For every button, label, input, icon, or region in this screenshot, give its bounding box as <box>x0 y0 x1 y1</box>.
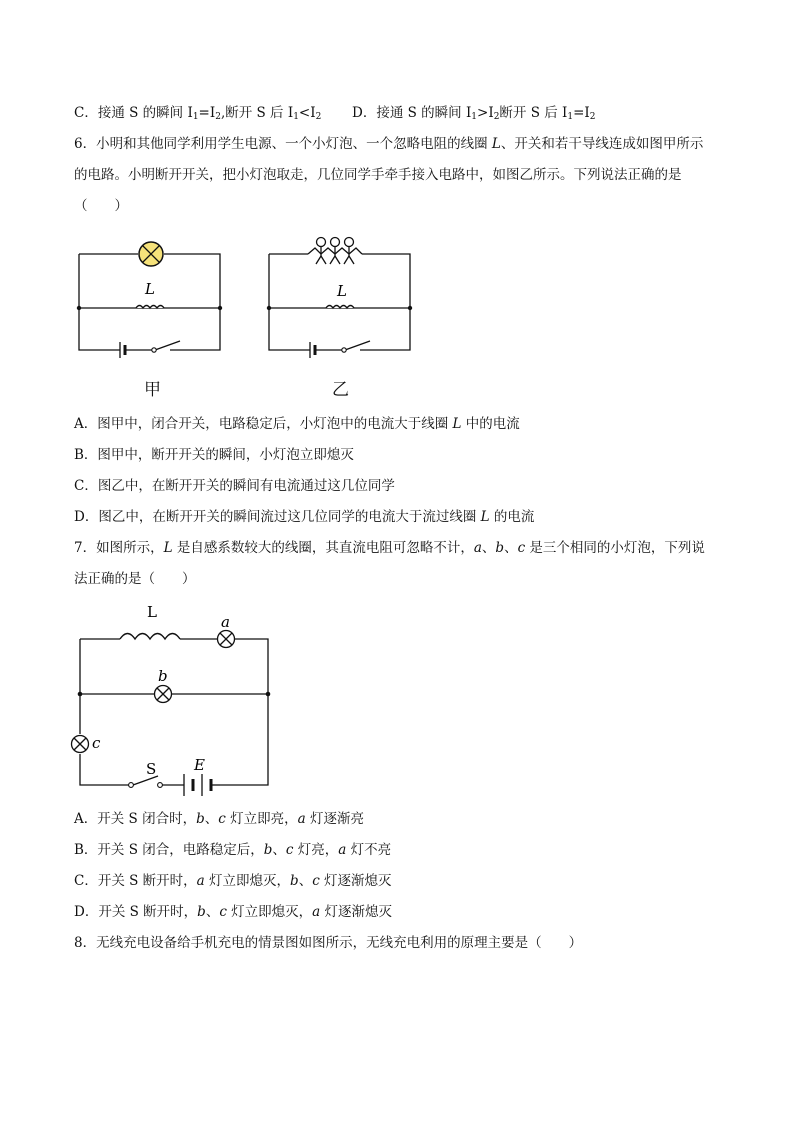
q7-node <box>266 692 271 697</box>
q6-option-b: B．图甲中，断开开关的瞬间，小灯泡立即熄灭 <box>74 447 354 463</box>
q7-wire <box>80 639 130 785</box>
q7-option-c-text: C．开关 S 断开时， <box>74 873 197 889</box>
q7-stem-text: 是自感系数较大的线圈，其直流电阻可忽略不计， <box>172 540 474 556</box>
q7-option-b-text: 灯亮， <box>293 842 339 858</box>
q7-option-c <box>74 871 392 891</box>
q6-option-d-var: L <box>480 509 490 525</box>
q5-option-d-sub: 2 <box>493 112 500 122</box>
q7-option-a-var: a <box>297 811 306 827</box>
q7-option-c-var: b <box>290 873 299 889</box>
q7-stem-var: c <box>517 540 526 556</box>
q6-yi-node <box>408 306 412 310</box>
q6-option-a-var: L <box>452 416 462 432</box>
q7-option-d-var: a <box>312 904 321 920</box>
q7-node <box>78 692 83 697</box>
q6-yi-coil <box>326 306 354 309</box>
q5-options-row <box>74 103 321 127</box>
q7-option-d-text: D．开关 S 断开时， <box>74 904 198 920</box>
q6-stem-line-1 <box>74 134 703 154</box>
q7-option-b-var: a <box>338 842 347 858</box>
q5-option-d-letter: D． <box>352 105 377 121</box>
q6-yi-people <box>308 238 362 265</box>
q5-option-d-text: =I <box>573 105 590 121</box>
q6-option-a <box>74 414 520 434</box>
q5-option-c-sub: 2 <box>315 112 322 122</box>
q6-option-d-text: 的电流 <box>489 509 535 525</box>
q7-coil <box>120 634 180 640</box>
q7-option-a-text: 、 <box>204 811 219 827</box>
q7-stem-text: 、 <box>504 540 518 556</box>
q7-option-a-text: 灯立即亮， <box>225 811 298 827</box>
q6-yi-label-l: L <box>337 282 347 300</box>
q5-option-c-text: ,断开 S 后 I <box>220 105 294 121</box>
q6-stem-var-l: L <box>491 136 501 152</box>
q6-caption-yi: 乙 <box>332 380 349 400</box>
q7-label-e: E <box>194 756 205 774</box>
q7-stem-var: a <box>473 540 482 556</box>
q7-option-a-var: b <box>196 811 205 827</box>
q7-label-l: L <box>147 603 157 621</box>
q7-option-c-var: c <box>312 873 320 889</box>
q7-stem-text: 、 <box>481 540 496 556</box>
q7-option-c-text: 、 <box>298 873 313 889</box>
q7-option-d-text: 、 <box>205 904 220 920</box>
q5-option-d-sub: 1 <box>567 112 574 122</box>
q5-option-c-sub: 2 <box>215 112 221 122</box>
q5-option-d-sub: 2 <box>589 112 596 122</box>
q7-stem-var: L <box>163 540 173 556</box>
q5-option-c-letter: C． <box>74 105 98 121</box>
q5-option-c-text: 接通 S 的瞬间 I <box>97 105 193 121</box>
q7-option-c-text: 灯逐渐熄灭 <box>319 873 392 889</box>
q7-option-d-var: c <box>219 904 227 920</box>
q6-jia-node <box>218 306 222 310</box>
q6-jia-switch-blade <box>155 341 180 350</box>
q7-option-a-text: 灯逐渐亮 <box>305 811 364 827</box>
q7-stem-line-2: 法正确的是（ ） <box>74 571 196 587</box>
q7-stem-text: 是三个相同的小灯泡，下列说 <box>525 540 705 556</box>
q7-option-d <box>74 902 392 922</box>
q7-option-b-text: B．开关 S 闭合，电路稳定后， <box>74 842 264 858</box>
q8-stem-line-1: 8．无线充电设备给手机充电的情景图如图所示，无线充电利用的原理主要是（ ） <box>74 935 583 951</box>
q6-option-c: C．图乙中，在断开开关的瞬间有电流通过这几位同学 <box>74 478 395 494</box>
q6-yi-wire <box>269 254 410 350</box>
q7-option-c-var: a <box>196 873 205 889</box>
q5-option-d-text: 接通 S 的瞬间 I <box>376 105 472 121</box>
q7-option-a-var: c <box>218 811 226 827</box>
q6-option-d <box>74 507 534 527</box>
q6-yi-node <box>267 306 271 310</box>
q5-option-c <box>74 105 321 121</box>
q6-jia-switch-contact <box>152 348 156 352</box>
q6-figure-jia <box>70 232 230 357</box>
q7-option-c-text: 灯立即熄灭， <box>204 873 291 889</box>
q7-wire <box>80 639 268 785</box>
q7-label-c: c <box>92 734 101 752</box>
q7-option-b <box>74 840 391 860</box>
q6-answer-blank: （ ） <box>74 198 128 214</box>
q6-figure-yi <box>260 232 420 357</box>
q6-yi-switch-blade <box>345 341 370 350</box>
q6-stem-text: 6．小明和其他同学利用学生电源、一个小灯泡、一个忽略电阻的线圈 <box>74 136 492 152</box>
q6-jia-wire <box>79 254 220 350</box>
q6-caption-jia: 甲 <box>144 380 161 400</box>
q7-figure <box>70 602 280 792</box>
q6-yi-switch-contact <box>342 348 346 352</box>
q6-jia-label-l: L <box>145 280 155 298</box>
q7-stem-var: b <box>495 540 505 556</box>
q5-option-c-text: <I <box>298 105 316 121</box>
q7-option-d-text: 灯立即熄灭， <box>226 904 313 920</box>
q5-option-d <box>352 103 596 127</box>
q6-option-a-text: 中的电流 <box>461 416 520 432</box>
q6-stem-line-2: 的电路。小明断开开关，把小灯泡取走，几位同学手牵手接入电路中，如图乙所示。下列说法正确的是 <box>74 167 682 183</box>
q7-option-b-text: 、 <box>272 842 286 858</box>
q7-option-a-text: A．开关 S 闭合时， <box>74 811 197 827</box>
q7-option-d-text: 灯逐渐熄灭 <box>320 904 393 920</box>
q7-switch-contact <box>129 783 134 788</box>
q6-jia-node <box>77 306 81 310</box>
q7-option-b-var: b <box>263 842 273 858</box>
q7-label-s: S <box>146 760 157 778</box>
q6-option-d-text: D．图乙中，在断开开关的瞬间流过这几位同学的电流大于流过线圈 <box>74 509 481 525</box>
q5-option-d-text: 断开 S 后 I <box>499 105 568 121</box>
q7-stem-text: 7．如图所示， <box>74 540 164 556</box>
q5-option-c-text: =I <box>198 105 216 121</box>
q5-option-d-text: >I <box>477 105 494 121</box>
q6-jia-coil <box>136 306 164 309</box>
q7-option-a <box>74 809 364 829</box>
q7-option-b-var: c <box>285 842 294 858</box>
q7-option-d-var: b <box>197 904 206 920</box>
q7-label-b: b <box>158 667 168 685</box>
q7-switch-contact <box>158 783 163 788</box>
q7-label-a: a <box>221 613 230 631</box>
q5-option-c-sub: 1 <box>293 112 299 122</box>
q6-option-a-text: A．图甲中，闭合开关，电路稳定后，小灯泡中的电流大于线圈 <box>74 416 453 432</box>
q5-option-d-sub: 1 <box>471 112 478 122</box>
q7-stem-line-1 <box>74 538 705 558</box>
q5-option-c-sub: 1 <box>192 112 199 122</box>
q7-option-b-text: 灯不亮 <box>346 842 392 858</box>
q6-stem-text: 、开关和若干导线连成如图甲所示 <box>500 136 704 152</box>
